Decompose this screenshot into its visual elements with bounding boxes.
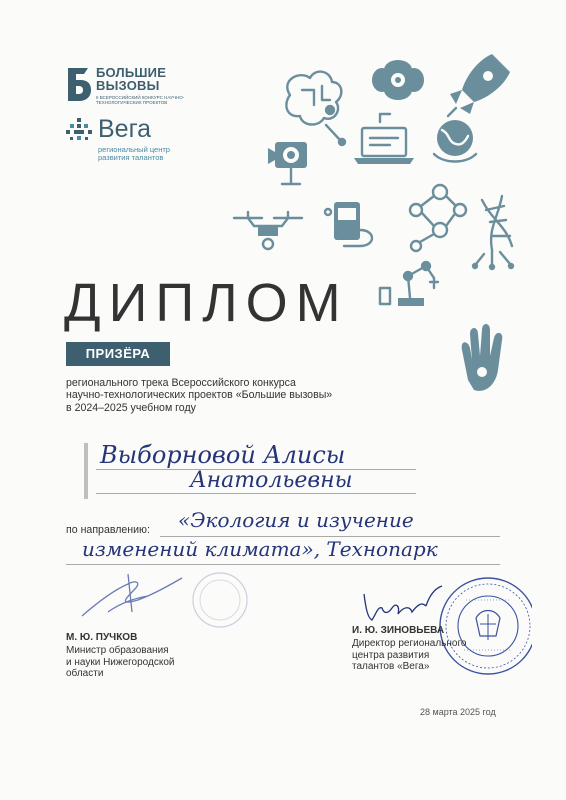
bolshie-vyzovy-logo — [66, 64, 196, 108]
role-line: области — [66, 668, 104, 680]
vega-name: Вега — [98, 115, 152, 143]
vega-star-icon — [66, 118, 94, 144]
drone-icon — [234, 212, 302, 249]
role-line: талантов «Вега» — [352, 661, 430, 673]
role-line: центра развития — [352, 649, 430, 661]
decorative-icon-cluster — [230, 50, 530, 410]
role-line: Министр образования — [66, 645, 169, 656]
rocket-icon — [448, 54, 510, 116]
signatory-role — [352, 638, 466, 673]
dna-icon — [473, 196, 513, 269]
molecule-icon — [410, 185, 466, 251]
direction-label: по направлению: — [66, 524, 150, 536]
robot-hand-icon — [462, 324, 503, 391]
camera-icon — [268, 142, 307, 184]
device-icon — [325, 202, 372, 246]
faded-seal-puchkov — [190, 570, 250, 630]
description-line: научно-технологических проектов «Большие вызовы» — [66, 389, 333, 402]
award-badge: ПРИЗЁРА — [66, 342, 170, 366]
role-line: и науки Нижегородской — [66, 656, 175, 668]
recipient-name-line1: Выборновой Алисы — [100, 441, 346, 469]
direction-value-line1: «Экология и изучение — [178, 508, 414, 532]
recipient-name-line2: Анатольевны — [190, 468, 353, 493]
recipient-underline — [96, 493, 416, 494]
robot-arm-icon — [380, 262, 438, 306]
bolshie-line1: БОЛЬШИЕ — [96, 65, 167, 80]
award-description — [66, 377, 366, 414]
signatory-role — [66, 645, 175, 680]
role-line: Директор регионального — [352, 638, 467, 649]
vega-subtitle-line1: региональный центр — [98, 145, 170, 154]
issue-date: 28 марта 2025 год — [420, 707, 496, 717]
laptop-icon — [354, 114, 414, 164]
signatory-name: М. Ю. ПУЧКОВ — [66, 632, 138, 643]
recipient-accent-bar — [84, 443, 88, 499]
bolshie-subtitle: II ВСЕРОССИЙСКИЙ КОНКУРС НАУЧНО-ТЕХНОЛОГИЧЕСКИХ ПРОЕКТОВ — [96, 95, 185, 105]
direction-underline — [66, 564, 500, 565]
flower-icon — [372, 60, 424, 100]
direction-value-line2: изменений климата», Технопарк — [82, 537, 438, 561]
signatory-name: И. Ю. ЗИНОВЬЕВА — [352, 625, 445, 636]
description-line: регионального трека Всероссийского конкурса — [66, 377, 296, 389]
diploma-title: ДИПЛОМ — [64, 273, 349, 333]
vega-subtitle — [98, 146, 198, 162]
brain-circuit-icon — [286, 72, 345, 145]
vega-subtitle-line2: развития талантов — [98, 153, 164, 162]
bolshie-vyzovy-mark-icon — [66, 66, 92, 102]
globe-icon — [434, 120, 476, 162]
description-line: в 2024–2025 учебном году — [66, 401, 196, 414]
bolshie-line2: ВЫЗОВЫ — [96, 78, 160, 93]
vega-logo — [66, 115, 196, 170]
signature-puchkov — [78, 572, 188, 622]
